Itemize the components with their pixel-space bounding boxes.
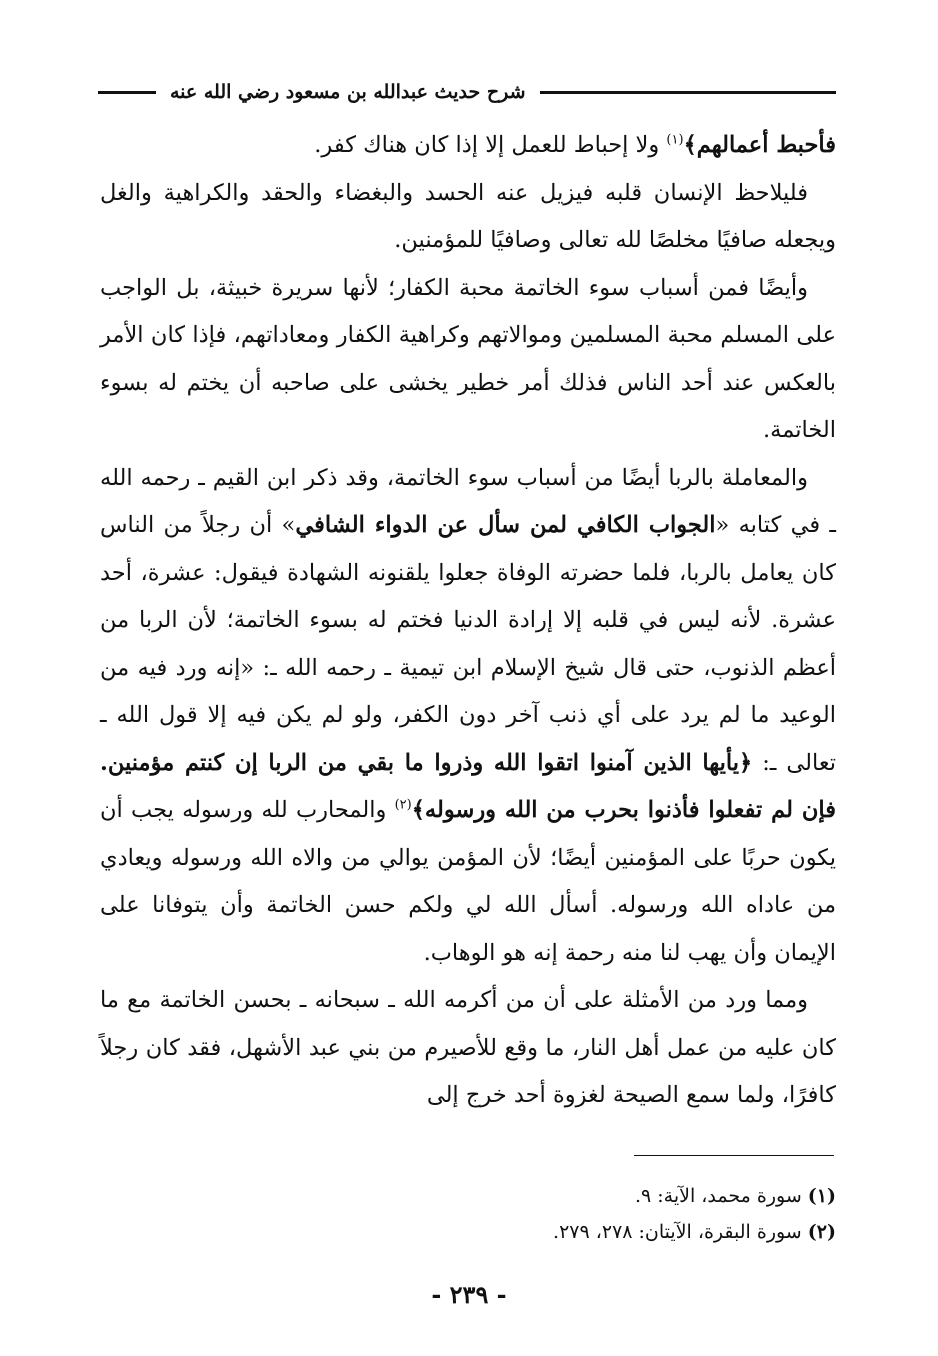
page-number: - ٢٣٩ - xyxy=(431,1280,507,1309)
paragraph-5: ومما ورد من الأمثلة على أن من أكرمه الله ـ سبحانه ـ بحسن الخاتمة مع ما كان عليه من عمل أهل النار، ما وقع للأصيرم من بني عبد الأشهل، فقد كان رجلاً كافرًا، ولما سمع الصيحة لغزوة أحد خرج إلى xyxy=(100,987,836,1108)
footnote-2-number: (٢) xyxy=(807,1221,836,1243)
paragraph-4-part3: والمحارب لله ورسوله يجب أن يكون حربًا على المؤمنين أيضًا؛ لأن المؤمن يوالي من والاه الله ورسوله ويعادي من عاداه الله ورسوله. أسأل الله لي ولكم حسن الخاتمة وأن يتوفانا على الإيمان وأن يهب لنا منه رحمة إنه هو الوهاب. xyxy=(100,797,836,966)
header-title: شرح حديث عبدالله بن مسعود رضي الله عنه xyxy=(170,81,526,103)
paragraph-4-part1: والمعاملة بالربا أيضًا من أسباب سوء الخاتمة، وقد ذكر ابن القيم ـ رحمه الله ـ في كتابه « xyxy=(100,464,836,538)
header-rule-left xyxy=(98,91,156,94)
footnote-ref-2: (٢) xyxy=(394,797,412,813)
footnote-1 xyxy=(100,1178,836,1214)
footnote-1-number: (١) xyxy=(807,1185,836,1207)
paragraph-1 xyxy=(100,122,836,170)
footnote-ref-1: (١) xyxy=(666,132,684,148)
verse-ending: فأحبط أعمالهم﴾ xyxy=(683,132,836,158)
quran-verse: ﴿يأيها الذين آمنوا اتقوا الله وذروا ما بقي من الربا إن كنتم مؤمنين. فإن لم تفعلوا فأذنوا بحرب من الله ورسوله﴾ xyxy=(100,749,836,823)
paragraph-3: وأيضًا فمن أسباب سوء الخاتمة محبة الكفار؛ لأنها سريرة خبيثة، بل الواجب على المسلم محبة المسلمين وموالاتهم وكراهية الكفار ومعاداتهم، فإذا كان الأمر بالعكس عند أحد الناس فذلك أمر خطير يخشى على صاحبه أن يختم له بسوء الخاتمة. xyxy=(100,274,836,443)
page-body xyxy=(100,122,836,1120)
footnote-2-text: سورة البقرة، الآيتان: ٢٧٨، ٢٧٩. xyxy=(553,1221,808,1243)
footnotes xyxy=(100,1178,836,1250)
header-rule-right xyxy=(540,91,837,94)
footnote-2 xyxy=(100,1214,836,1250)
book-title: الجواب الكافي لمن سأل عن الدواء الشافي xyxy=(295,512,716,538)
paragraph-1-text: ولا إحباط للعمل إلا إذا كان هناك كفر. xyxy=(314,132,667,158)
footnote-1-text: سورة محمد، الآية: ٩. xyxy=(634,1185,808,1207)
running-header xyxy=(98,72,836,112)
paragraph-4 xyxy=(100,455,836,978)
paragraph-2: فليلاحظ الإنسان قلبه فيزيل عنه الحسد والبغضاء والحقد والكراهية والغل ويجعله صافيًا مخلصًا لله تعالى وصافيًا للمؤمنين. xyxy=(100,179,836,253)
footnote-separator xyxy=(634,1155,834,1156)
paragraph-4-part2: » أن رجلاً من الناس كان يعامل بالربا، فلما حضرته الوفاة جعلوا يلقنونه الشهادة فيقول: عشرة، أحد عشرة. لأنه ليس في قلبه إلا إرادة الدنيا فختم له بسوء الخاتمة؛ لأن الربا من أعظم الذنوب، حتى قال شيخ الإسلام ابن تيمية ـ رحمه الله ـ: «إنه ورد فيه من الوعيد ما لم يرد على أي ذنب آخر دون الكفر، ولو لم يكن فيه إلا قول الله ـ تعالى ـ: xyxy=(100,512,836,776)
